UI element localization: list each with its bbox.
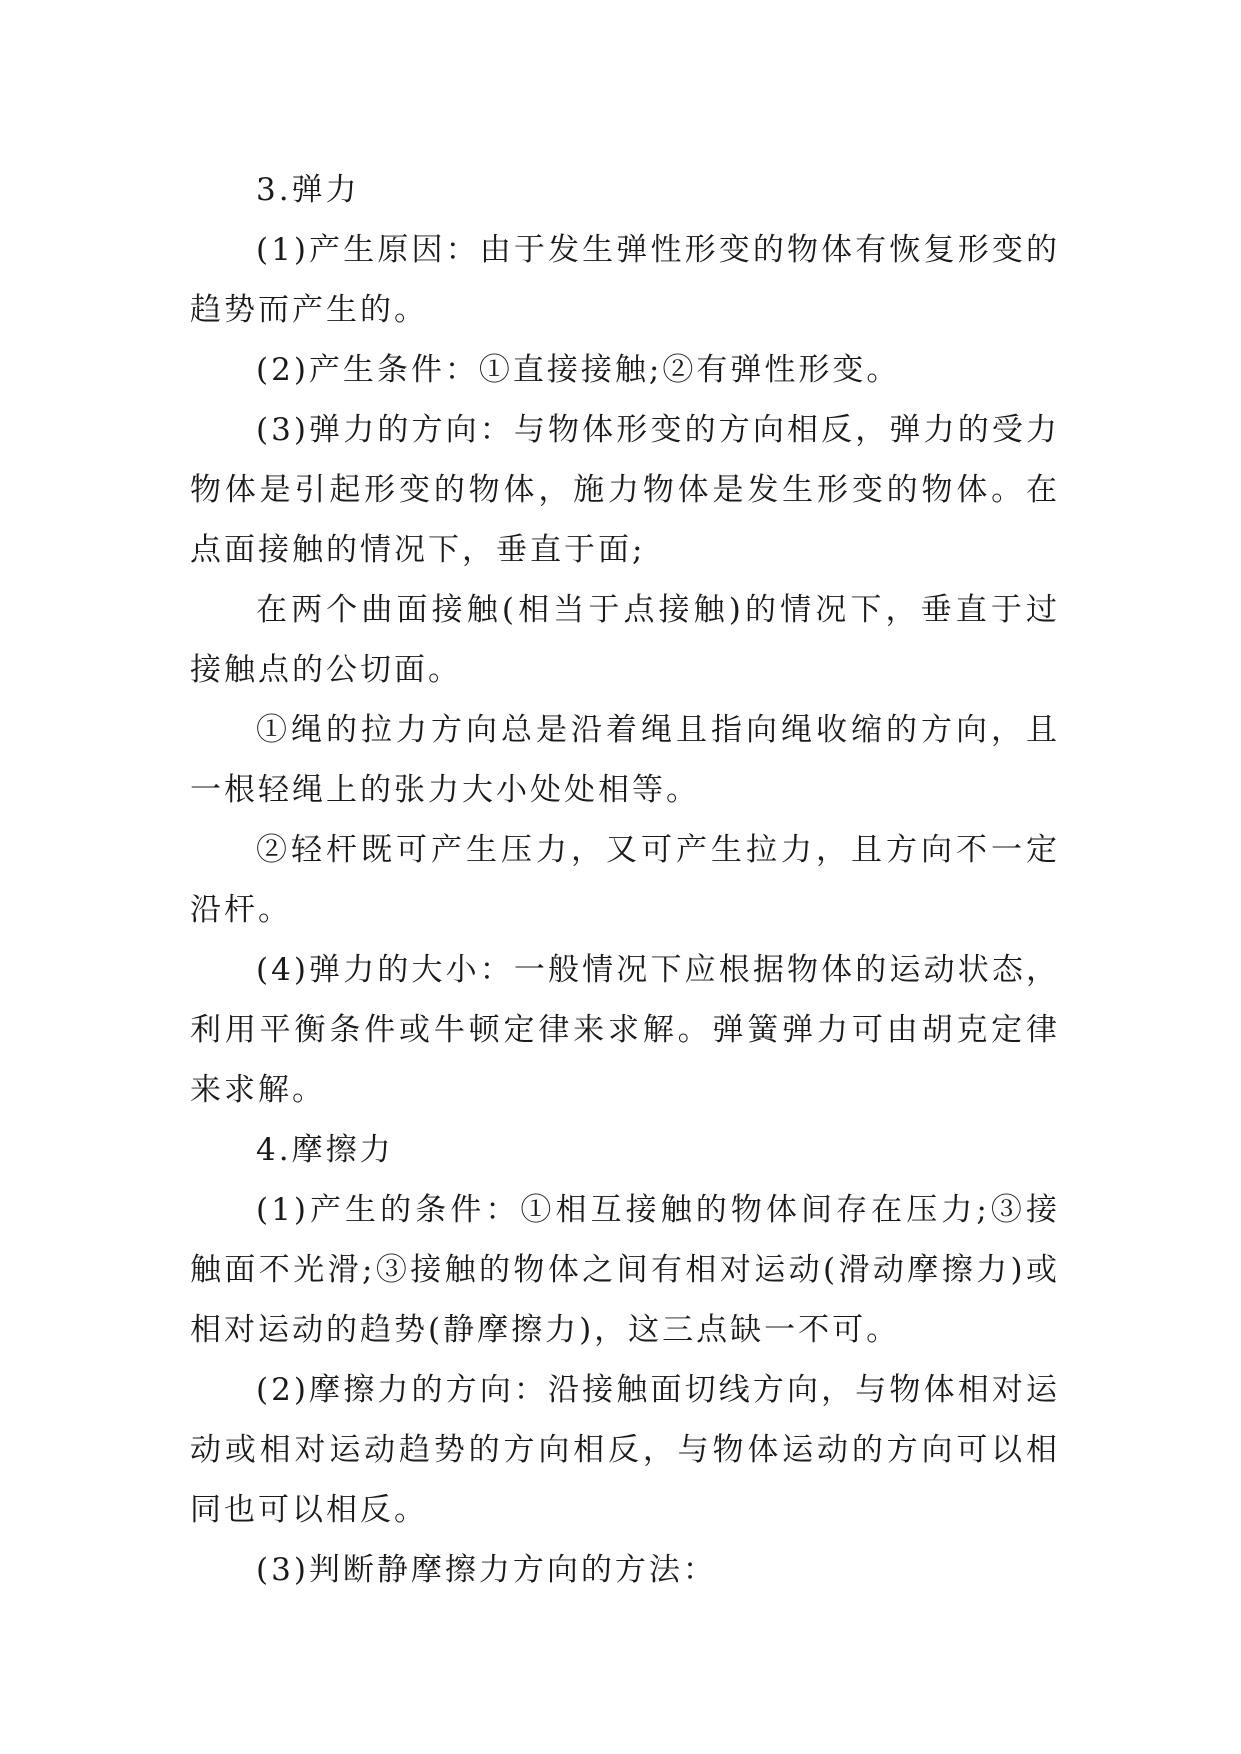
paragraph-magnitude: (4)弹力的大小：一般情况下应根据物体的运动状态，利用平衡条件或牛顿定律来求解。弹簧弹力可由胡克定律来求解。 [190,952,1060,1108]
paragraph-curved-contact: 在两个曲面接触(相当于点接触)的情况下，垂直于过接触点的公切面。 [190,592,1060,688]
paragraph-friction-direction: (2)摩擦力的方向：沿接触面切线方向，与物体相对运动或相对运动趋势的方向相反，与物体运动的方向可以相同也可以相反。 [190,1372,1060,1528]
paragraph-rope-tension: ①绳的拉力方向总是沿着绳且指向绳收缩的方向，且一根轻绳上的张力大小处处相等。 [190,712,1060,808]
paragraph-static-friction-method: (3)判断静摩擦力方向的方法： [256,1552,717,1588]
paragraph-conditions: (2)产生条件：①直接接触;②有弹性形变。 [256,352,901,388]
paragraph-cause: (1)产生原因：由于发生弹性形变的物体有恢复形变的趋势而产生的。 [190,232,1060,328]
paragraph-direction: (3)弹力的方向：与物体形变的方向相反，弹力的受力物体是引起形变的物体，施力物体是发生形变的物体。在点面接触的情况下，垂直于面; [190,412,1060,568]
document-body [190,160,1060,1600]
paragraph-light-rod: ②轻杆既可产生压力，又可产生拉力，且方向不一定沿杆。 [190,832,1060,928]
section-heading-friction: 4.摩擦力 [256,1132,394,1168]
section-heading-elastic-force: 3.弹力 [256,172,360,208]
paragraph-friction-conditions: (1)产生的条件：①相互接触的物体间存在压力;③接触面不光滑;③接触的物体之间有相对运动(滑动摩擦力)或相对运动的趋势(静摩擦力)，这三点缺一不可。 [190,1192,1060,1348]
